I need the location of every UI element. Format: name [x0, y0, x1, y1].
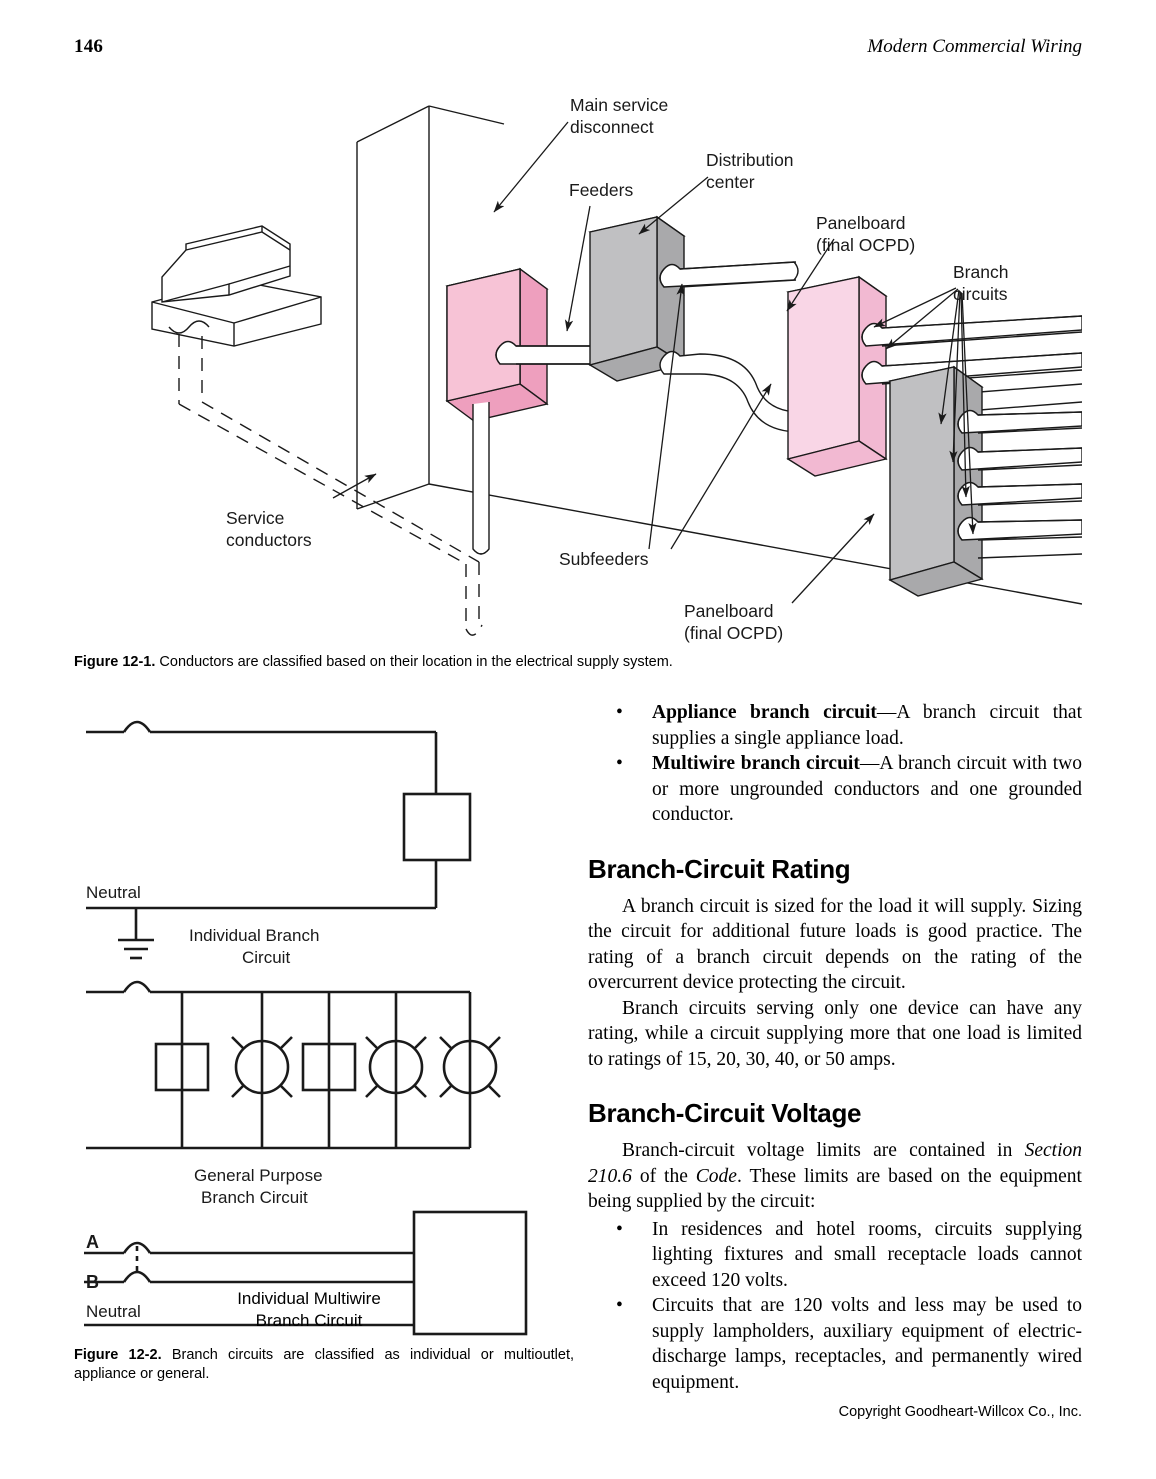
- label-main-service-disconnect-line2: disconnect: [570, 117, 654, 137]
- label-subfeeders: Subfeeders: [559, 549, 649, 569]
- panelboard-lower-box: [890, 367, 982, 596]
- figure-12-1-caption-text: Conductors are classified based on their location in the electrical supply system.: [155, 654, 673, 670]
- figure-12-2: [74, 700, 544, 1340]
- label-neutral-1: Neutral: [86, 883, 141, 902]
- label-service-conductors-line2: conductors: [226, 530, 312, 550]
- label-individual-branch-circuit-line2: Circuit: [242, 948, 291, 967]
- heading-branch-circuit-rating: Branch-Circuit Rating: [588, 853, 851, 884]
- label-feeders: Feeders: [569, 180, 634, 200]
- label-distribution-center-line2: center: [706, 172, 755, 192]
- running-head: [0, 36, 1156, 70]
- paragraph-rating-1: A branch circuit is sized for the load it will supply. Sizing the circuit for additional future loads is good practice. The rating of a branch circuit depends on the rating of the overcurrent device protecting the circuit.: [588, 895, 1082, 993]
- term-multiwire-branch-circuit: Multiwire branch circuit: [652, 753, 860, 774]
- label-panelboard-lower-line2: (final OCPD): [684, 623, 784, 643]
- definition-bullet-list: [588, 700, 1082, 828]
- figure-12-2-caption-label: Figure 12-2.: [74, 1347, 162, 1363]
- bullet-voltage-lampholders: [588, 1293, 1082, 1395]
- label-distribution-center-line1: Distribution: [706, 150, 794, 170]
- label-multiwire-title: [74, 1288, 544, 1332]
- bullet-icon: •: [616, 702, 623, 723]
- figure-12-1-caption-label: Figure 12-1.: [74, 654, 156, 670]
- label-individual-branch-circuit-line1: Individual Branch: [189, 926, 320, 945]
- label-multiwire-line1: Individual Multiwire: [237, 1289, 381, 1308]
- figure-12-1: [74, 84, 1082, 644]
- heading-branch-circuit-voltage: Branch-Circuit Voltage: [588, 1098, 862, 1128]
- figure-12-2-caption-text: Branch circuits are classified as individual or multioutlet, appliance or general.: [74, 1347, 575, 1382]
- label-service-conductors-line1: Service: [226, 508, 285, 528]
- left-column: [74, 700, 544, 1340]
- label-branch-circuits-line1: Branch: [953, 262, 1009, 282]
- bullet-voltage-residences: [588, 1217, 1082, 1294]
- service-entrance-conduit: [473, 402, 489, 554]
- label-branch-circuits-line2: circuits: [953, 284, 1008, 304]
- voltage-bullet-1-text: In residences and hotel rooms, circuits supplying lighting fixtures and small receptacle loads cannot exceed 120 volts.: [652, 1218, 1082, 1291]
- figure-12-2-caption: [74, 1346, 574, 1384]
- page-number: 146: [74, 36, 104, 57]
- voltage-italic-code: Code: [695, 1165, 737, 1187]
- label-panelboard-upper-line2: (final OCPD): [816, 235, 916, 255]
- figure-12-1-caption: [74, 653, 1082, 672]
- label-general-purpose-line1: General Purpose: [194, 1166, 323, 1185]
- label-general-purpose-line2: Branch Circuit: [201, 1188, 308, 1207]
- voltage-text-c: . These limits are based on the equipment being supplied by the circuit:: [588, 1165, 1082, 1212]
- label-panelboard-lower-line1: Panelboard: [684, 601, 774, 621]
- copyright-line: Copyright Goodheart-Willcox Co., Inc.: [838, 1404, 1082, 1420]
- bullet-appliance-branch-circuit: [588, 700, 1082, 751]
- label-phase-a: A: [86, 1232, 99, 1252]
- bullet-multiwire-branch-circuit: [588, 751, 1082, 828]
- label-phase-b: B: [86, 1272, 99, 1292]
- bullet-icon: •: [616, 1295, 623, 1316]
- label-neutral-3: Neutral: [86, 1302, 141, 1321]
- book-title: Modern Commercial Wiring: [867, 36, 1082, 57]
- diagram-general-purpose-branch-circuit: [86, 982, 500, 1207]
- voltage-italic-section: Section 210.6: [588, 1140, 1082, 1187]
- voltage-text-a: Branch-circuit voltage limits are contained in: [622, 1140, 1025, 1161]
- def-appliance-branch-circuit: —A branch circuit that supplies a single appliance load.: [652, 702, 1082, 749]
- voltage-bullet-2-text: Circuits that are 120 volts and less may be used to supply lampholders, auxiliary equipment of electric-discharge lamps, receptacles, and permanently wired equipment.: [652, 1295, 1082, 1393]
- voltage-text-b: of the: [631, 1165, 696, 1187]
- bullet-icon: •: [616, 1218, 623, 1240]
- def-multiwire-branch-circuit: —A branch circuit with two or more ungrounded conductors and one grounded conductor.: [652, 753, 1082, 825]
- paragraph-voltage-1: [588, 1138, 1082, 1215]
- term-appliance-branch-circuit: Appliance branch circuit: [652, 702, 877, 723]
- main-service-disconnect-box: [447, 269, 547, 421]
- label-main-service-disconnect-line1: Main service: [570, 95, 669, 115]
- diagram-individual-branch-circuit: [86, 722, 470, 967]
- voltage-bullet-list: [588, 1217, 1082, 1396]
- label-panelboard-upper-line1: Panelboard: [816, 213, 906, 233]
- label-multiwire-line2: Branch Circuit: [255, 1311, 363, 1330]
- service-conductors-lines: [179, 334, 482, 635]
- utility-transformer: [152, 226, 321, 346]
- paragraph-rating-2: Branch circuits serving only one device can have any rating, while a circuit supplying more that one load is limited to ratings of 15, 20, 30, 40, or 50 amps.: [588, 997, 1082, 1070]
- right-column: [588, 700, 1082, 1395]
- bullet-icon: •: [616, 753, 623, 774]
